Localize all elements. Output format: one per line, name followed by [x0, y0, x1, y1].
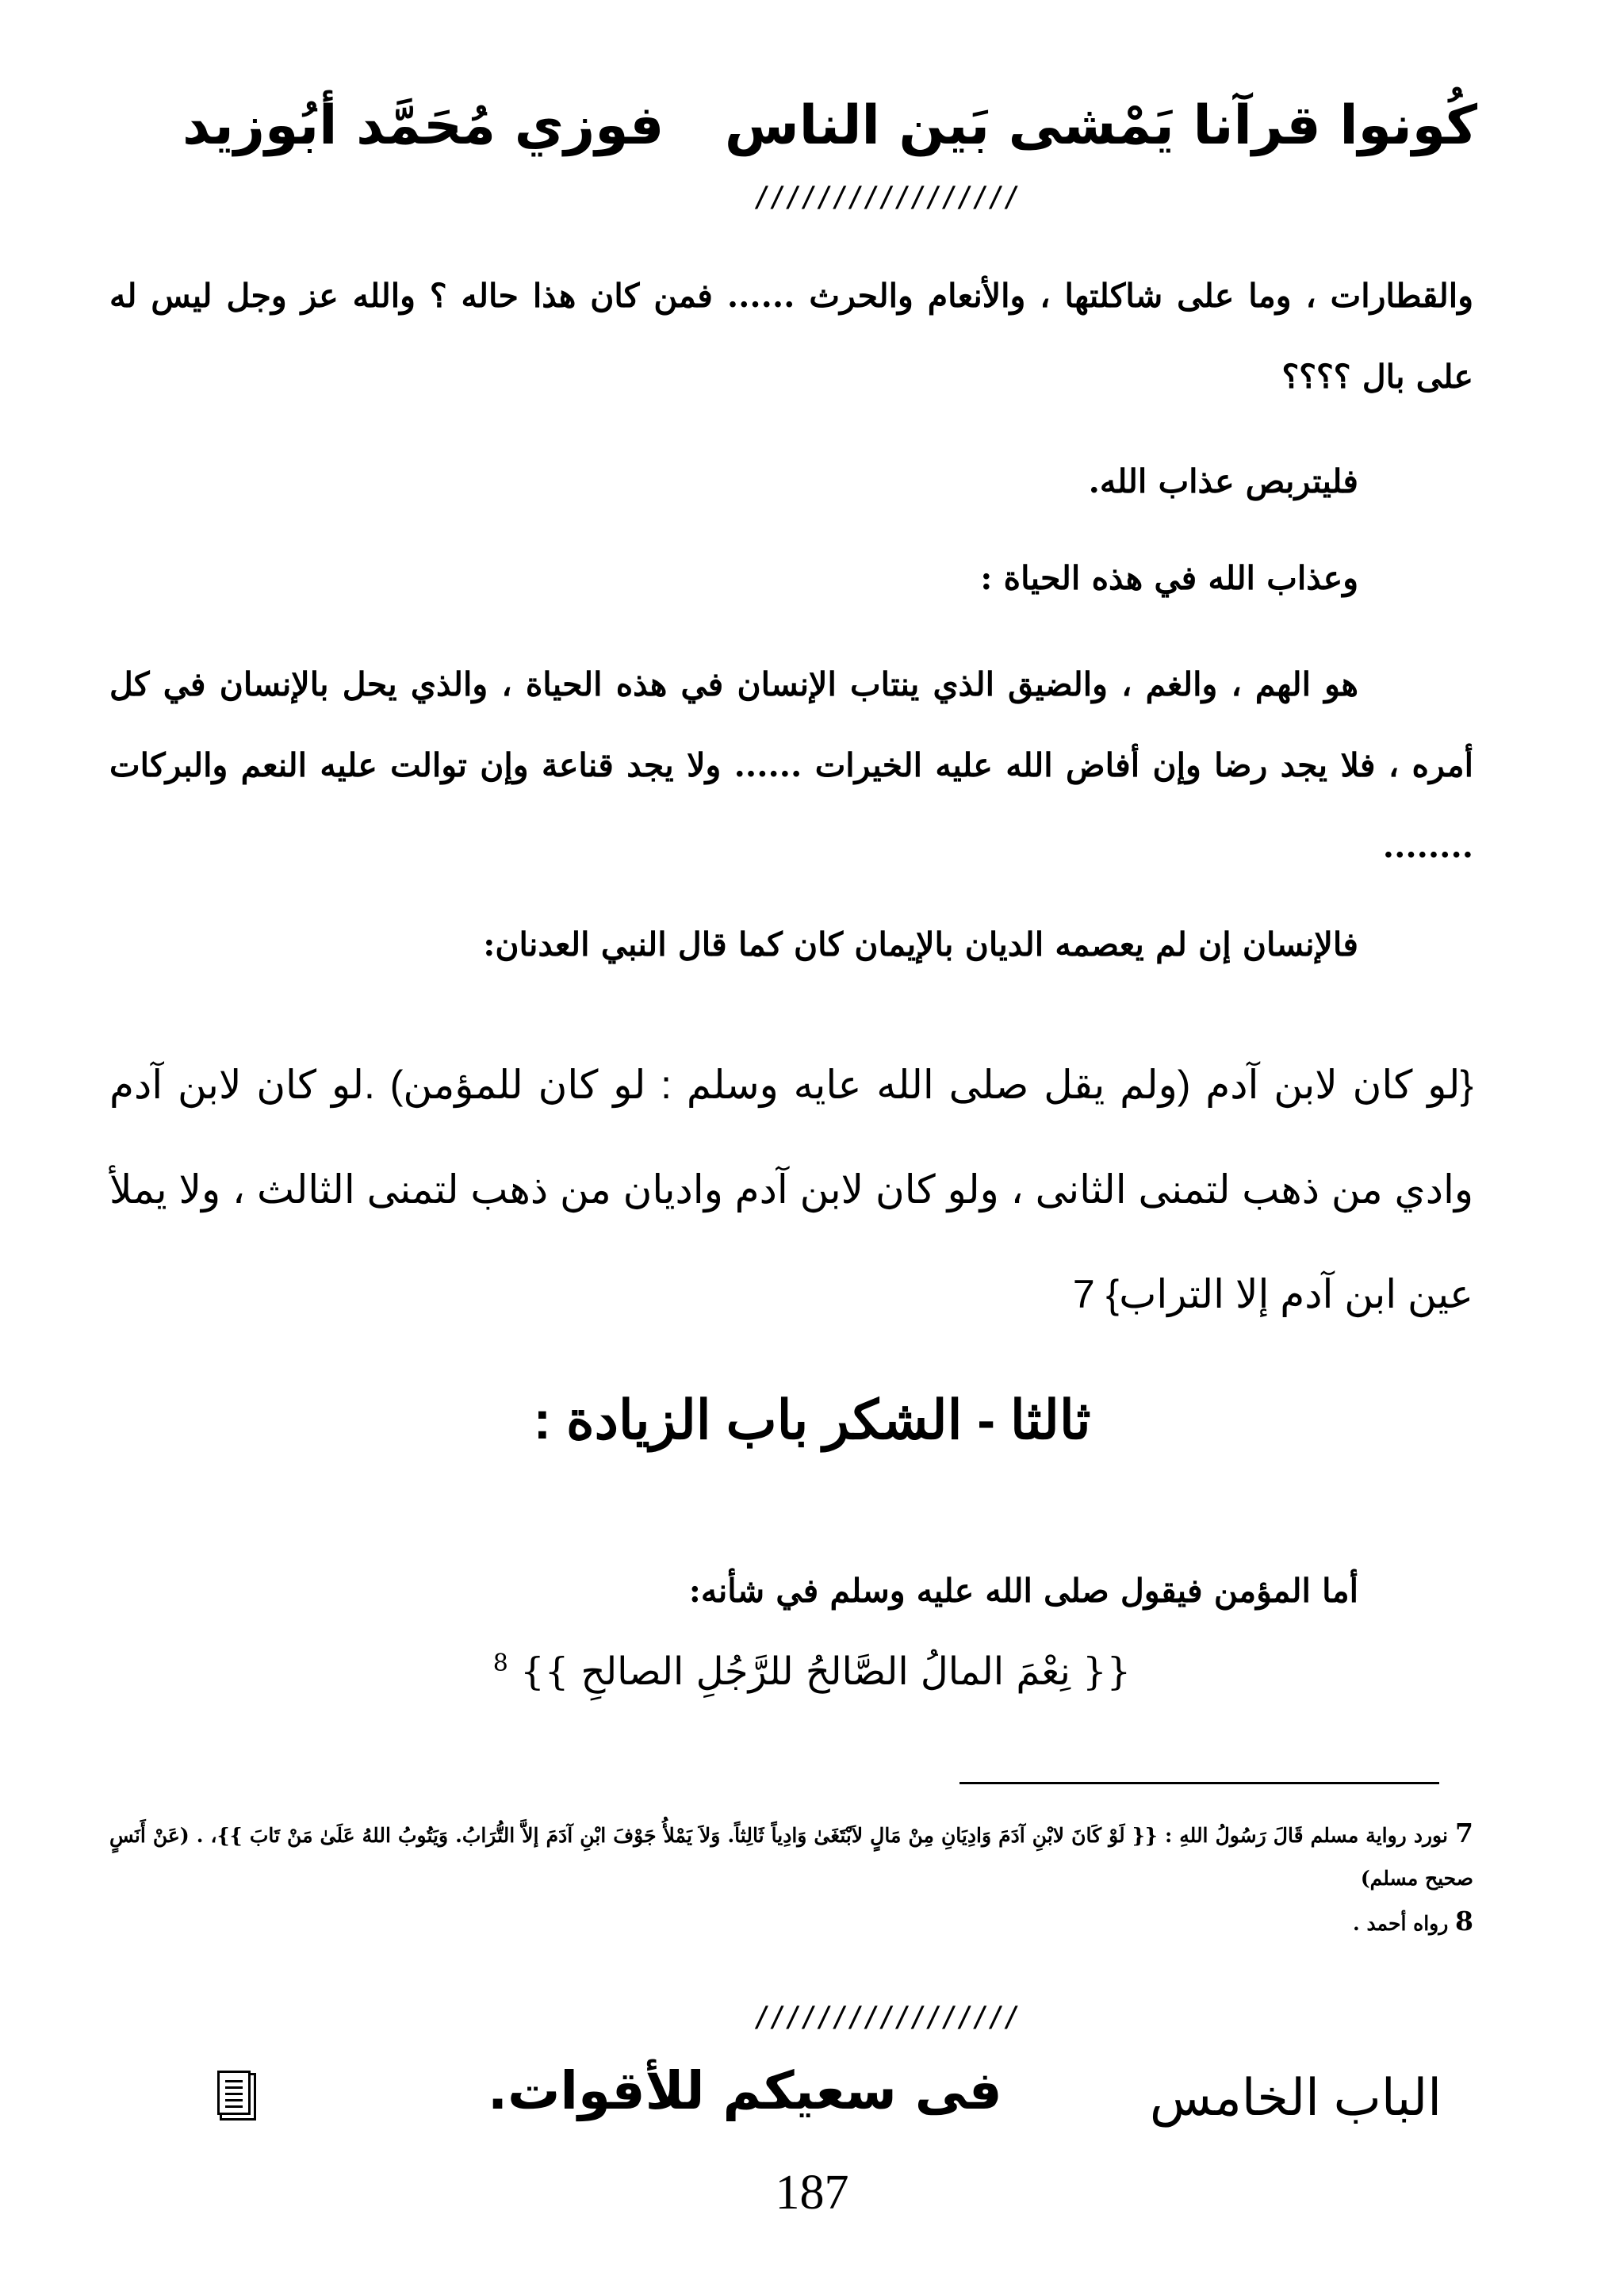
hadith-text: {{ نِعْمَ المالُ الصَّالحُ للرَّجُلِ الصالحِ }}: [520, 1649, 1132, 1694]
hadith-quote: [109, 1032, 1473, 1347]
paragraph-5: فالإنسان إن لم يعصمه الديان بالإيمان كان كما قال النبي العدنان:: [483, 925, 1358, 964]
footer-text: فى سعيكم للأقوات.: [488, 2060, 1002, 2121]
footnote-text: نورد رواية مسلم قَالَ رَسُولُ اللهِ : {{ لَوْ كَانَ لابْنِ آدَمَ وَادِيَانِ مِنْ مَالٍ لاَبْتَغَىٰ وَادِياً ثَالِثاً. وَلاَ يَمْلأُ جَوْفَ ابْنِ آدَمَ إلاَّ التُّرَابُ. وَيَتُوبُ اللهُ عَلَىٰ مَنْ تَابَ }}، . (عَنْ أَنَسٍ صحيح مسلم): [109, 1824, 1473, 1890]
paragraph-1: والقطارات ، وما على شاكلتها ، والأنعام والحرث ...... فمن كان هذا حاله ؟ والله عز وجل ليس له على بال ؟؟؟؟: [109, 277, 1473, 396]
footnote-divider: [959, 1782, 1439, 1784]
hadith-line: [0, 1649, 1624, 1694]
hadith-quote-text: {لو كان لابن آدم (ولم يقل صلى الله عايه وسلم : لو كان للمؤمن) .لو كان لابن آدم وادي من ذهب لتمنى الثانى ، ولو كان لابن آدم واديان من ذهب لتمنى الثالث ، ولا يملأ عين ابن آدم إلا التراب}: [109, 1063, 1473, 1316]
footer-separator: /////////////////: [753, 2001, 1019, 2033]
footnote-ref-8: 8: [492, 1649, 508, 1677]
paragraph-4: هو الهم ، والغم ، والضيق الذي ينتاب الإنسان في هذه الحياة ، والذي يحل بالإنسان في كل أمره ، فلا يجد رضا وإن أفاض الله عليه الخيرات ...... ولا يجد قناعة وإن توالت عليه النعم والبركات ........: [109, 665, 1473, 865]
footnote-number: 7: [1455, 1818, 1473, 1849]
header-separator: /////////////////: [753, 181, 1019, 213]
document-icon: [217, 2071, 251, 2115]
footnote-7: [109, 1812, 1473, 1900]
paragraph-3: وعذاب الله في هذه الحياة :: [980, 559, 1358, 597]
footnote-8: [109, 1900, 1473, 1945]
footnote-text: رواه أحمد .: [1353, 1912, 1449, 1935]
footnote-ref-7: 7: [1072, 1272, 1095, 1316]
intro-line: أما المؤمن فيقول صلى الله عليه وسلم في شأنه:: [688, 1572, 1358, 1610]
footnote-number: 8: [1455, 1906, 1473, 1937]
page-number: 187: [775, 2166, 849, 2220]
author-name: فوزي مُحَمَّد أبُوزيد: [182, 94, 665, 157]
chapter-name: الباب الخامس: [1149, 2069, 1442, 2126]
footnotes: [109, 1812, 1473, 1945]
section-heading: ثالثا - الشكر باب الزيادة :: [533, 1390, 1091, 1450]
book-title: كُونوا قرآنا يَمْشى بَين الناس: [724, 94, 1477, 157]
paragraph-2: فليتربص عذاب الله.: [1088, 462, 1358, 500]
